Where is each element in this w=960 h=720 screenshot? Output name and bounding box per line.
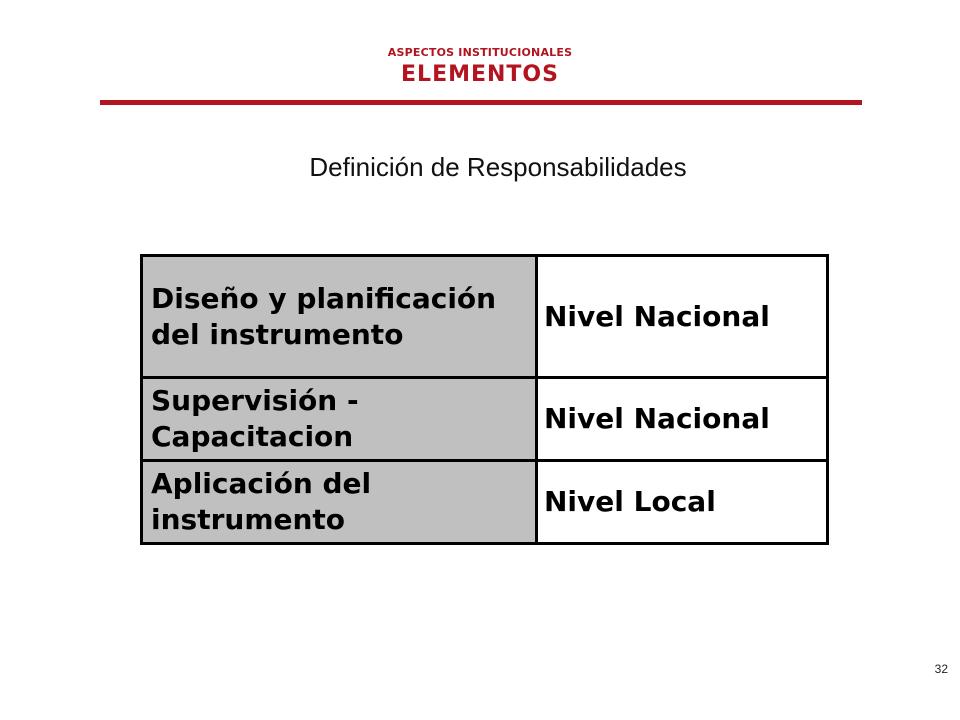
task-cell: Supervisión - Capacitacion [142, 378, 537, 461]
table-row [142, 256, 828, 378]
header-divider [100, 100, 862, 105]
level-cell: Nivel Nacional [537, 378, 828, 461]
task-cell: Aplicación del instrumento [142, 461, 537, 544]
slide-subtitle: Definición de Responsabilidades [309, 152, 687, 182]
level-cell: Nivel Local [537, 461, 828, 544]
responsibilities-table [140, 254, 829, 545]
section-label: ASPECTOS INSTITUCIONALES [387, 46, 573, 59]
page-number: 32 [934, 662, 948, 676]
page-title: ELEMENTOS [401, 62, 559, 87]
task-cell: Diseño y planificación del instrumento [142, 256, 537, 378]
table-row [142, 378, 828, 461]
table-row [142, 461, 828, 544]
level-cell: Nivel Nacional [537, 256, 828, 378]
